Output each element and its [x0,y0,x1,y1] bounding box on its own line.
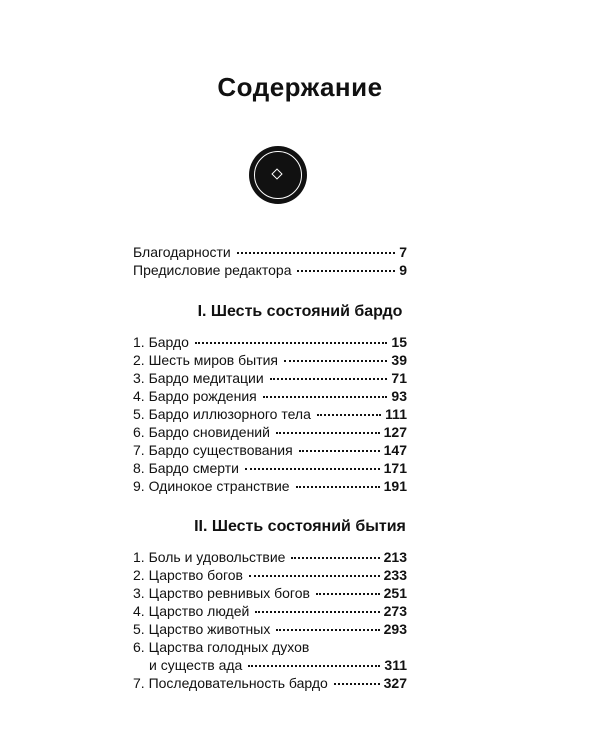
toc-entry[interactable]: 3. Бардо медитации 71 [133,370,407,386]
toc-entry[interactable]: 5. Царство животных 293 [133,621,407,637]
toc-entry[interactable]: 4. Бардо рождения 93 [133,388,407,404]
toc-entry[interactable]: 6. Бардо сновидений 127 [133,424,407,440]
toc-entry[interactable]: 9. Одинокое странствие 191 [133,478,407,494]
front-matter-list [133,243,407,279]
toc-entry-acknowledgements[interactable]: Благодарности 7 [133,244,407,260]
toc-entry-editor-preface[interactable]: Предисловие редактора 9 [133,262,407,278]
toc-entry[interactable]: 2. Царство богов 233 [133,567,407,583]
toc-entry[interactable]: 3. Царство ревнивых богов 251 [133,585,407,601]
toc-entry[interactable]: 4. Царство людей 273 [133,603,407,619]
toc-entry[interactable]: 2. Шесть миров бытия 39 [133,352,407,368]
part2-list [133,548,407,692]
page-title: Содержание [217,72,383,102]
toc-entry[interactable]: 7. Бардо существования 147 [133,442,407,458]
toc-entry-multiline[interactable]: 6. Царства голодных духов и существ ада 311 [133,639,407,673]
section-heading-part1: I. Шесть состояний бардо [197,303,403,320]
diamond-icon [271,168,282,179]
part1-list [133,333,407,495]
circle-ornament-icon [249,146,307,204]
toc-entry[interactable]: 5. Бардо иллюзорного тела 111 [133,406,407,422]
toc-entry[interactable]: 8. Бардо смерти 171 [133,460,407,476]
toc-entry[interactable]: 1. Боль и удовольствие 213 [133,549,407,565]
toc-entry[interactable]: 7. Последовательность бардо 327 [133,675,407,691]
toc-entry[interactable]: 1. Бардо 15 [133,334,407,350]
section-heading-part2: II. Шесть состояний бытия [194,518,406,535]
